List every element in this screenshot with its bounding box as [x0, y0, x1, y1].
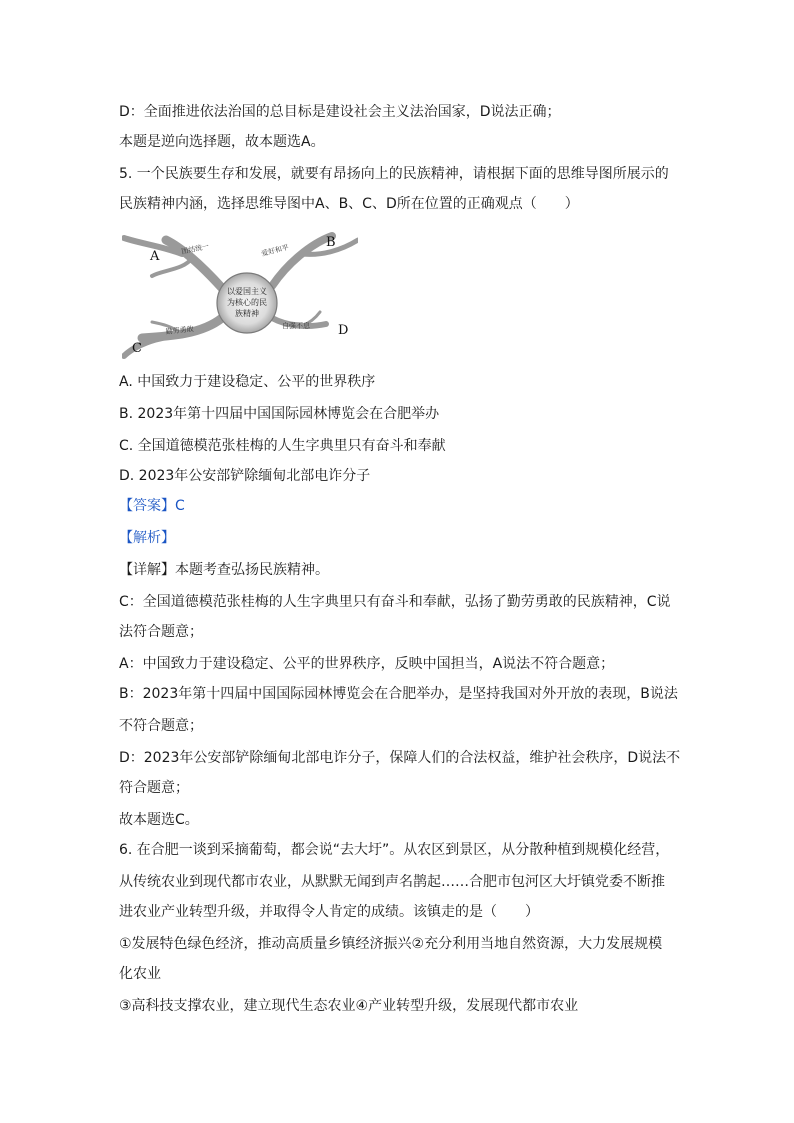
center-text: 为核心的民	[227, 298, 267, 307]
option-a: A. 中国致力于建设稳定、公平的世界秩序	[119, 374, 376, 390]
question-5-stem: 民族精神内涵，选择思维导图中A、B、C、D所在位置的正确观点（ ）	[119, 196, 579, 212]
question-6-line: 6. 在合肥一谈到采摘葡萄，都会说“去大圩”。从农区到景区，从分散种植到规模化经营，	[119, 842, 670, 858]
text-line: 本题是逆向选择题，故本题选A。	[119, 134, 325, 150]
analysis-line: 法符合题意；	[119, 624, 203, 640]
branch-label: 自强不息	[282, 322, 310, 330]
option-c: C. 全国道德模范张桂梅的人生字典里只有奋斗和奉献	[119, 438, 446, 454]
analysis-line: 符合题意；	[119, 780, 189, 796]
question-6-line: 从传统农业到现代都市农业，从默默无闻到声名鹊起……合肥市包河区大圩镇党委不断推	[119, 874, 665, 890]
question-6-line: 化农业	[119, 966, 161, 982]
question-6-line: ①发展特色绿色经济，推动高质量乡镇经济振兴②充分利用当地自然资源，大力发展规模	[119, 936, 663, 952]
analysis-line: B：2023年第十四届中国国际园林博览会在合肥举办，是坚持我国对外开放的表现，B说法	[119, 686, 678, 702]
question-6-line: 进农业产业转型升级，并取得令人肯定的成绩。该镇走的是（ ）	[119, 904, 539, 920]
center-text: 族精神	[235, 309, 259, 318]
option-d: D. 2023年公安部铲除缅甸北部电诈分子	[119, 468, 371, 484]
analysis-line: D：2023年公安部铲除缅甸北部电诈分子，保障人们的合法权益，维护社会秩序，D说法不	[119, 750, 681, 766]
branch-label: 团结统一	[180, 242, 210, 256]
branch-label: 爱好和平	[260, 243, 290, 258]
question-6-line: ③高科技支撑农业，建立现代生态农业④产业转型升级，发展现代都市农业	[119, 998, 579, 1014]
node-label-c: C	[132, 341, 142, 356]
analysis-title: 【解析】	[119, 530, 175, 546]
branch-label: 勤劳勇敢	[165, 325, 195, 336]
center-text: 以爱国主义	[227, 287, 267, 296]
analysis-line: 不符合题意；	[119, 718, 203, 734]
node-label-a: A	[150, 249, 160, 264]
answer-label: 【答案】C	[119, 498, 185, 514]
question-5-stem: 5. 一个民族要生存和发展，就要有昂扬向上的民族精神，请根据下面的思维导图所展示的	[119, 166, 669, 182]
analysis-line: 【详解】本题考查弘扬民族精神。	[119, 562, 329, 578]
mind-map-figure	[122, 226, 358, 366]
option-b: B. 2023年第十四届中国国际园林博览会在合肥举办	[119, 406, 440, 422]
text-line: D：全面推进依法治国的总目标是建设社会主义法治国家，D说法正确；	[119, 104, 561, 120]
analysis-line: C：全国道德模范张桂梅的人生字典里只有奋斗和奉献，弘扬了勤劳勇敢的民族精神，C说	[119, 594, 671, 610]
analysis-line: A：中国致力于建设稳定、公平的世界秩序，反映中国担当，A说法不符合题意；	[119, 656, 615, 672]
node-label-b: B	[326, 235, 336, 250]
analysis-line: 故本题选C。	[119, 812, 199, 828]
node-label-d: D	[338, 323, 349, 338]
